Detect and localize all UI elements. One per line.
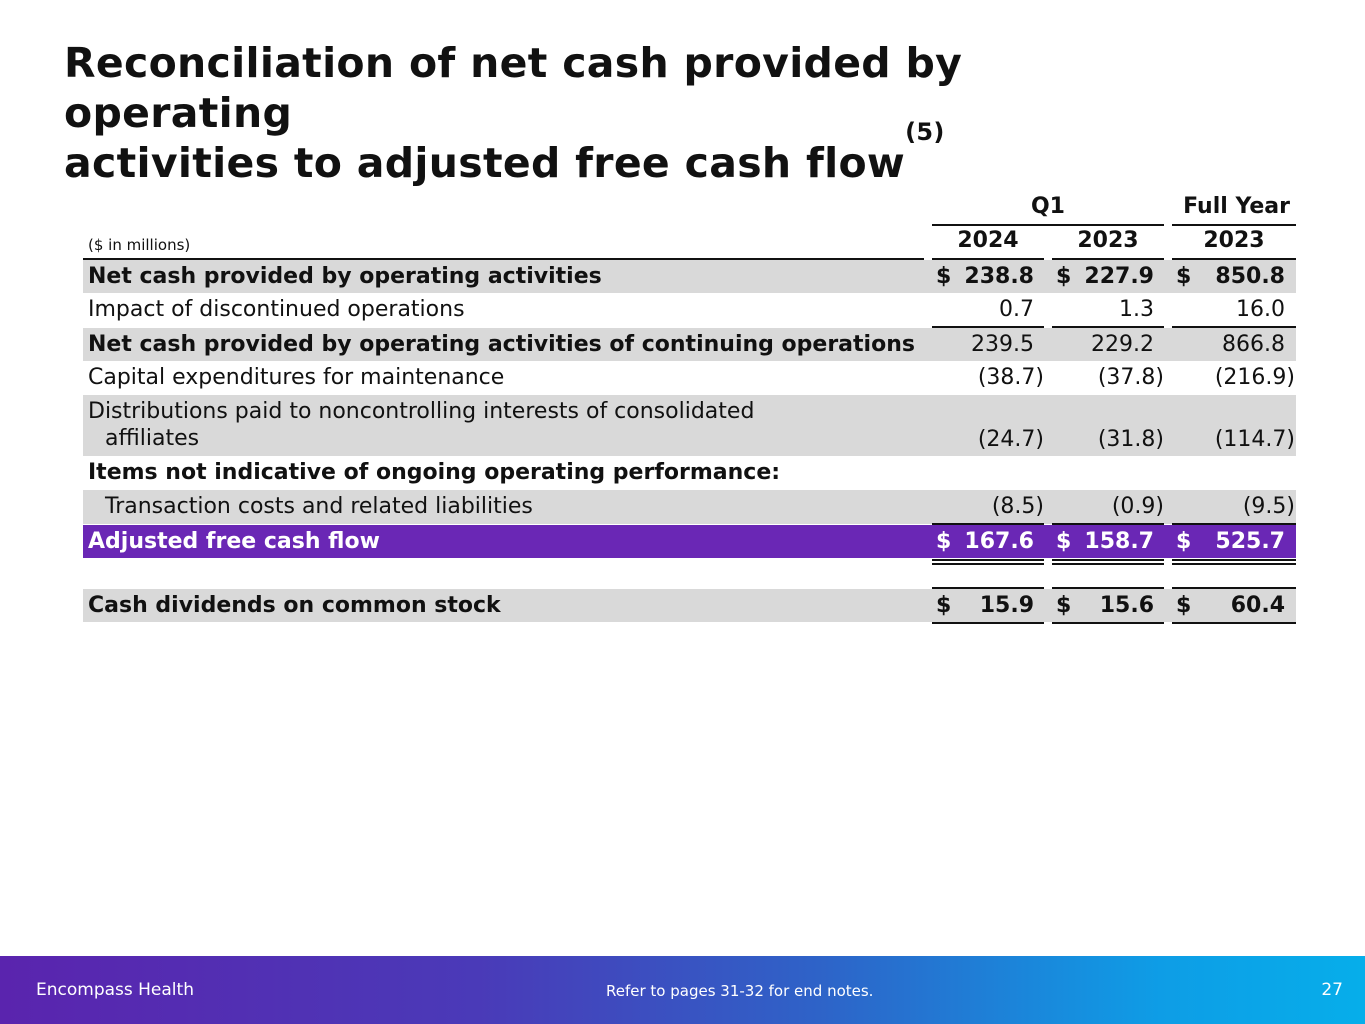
dividends-bottom-rule	[932, 622, 1044, 624]
table-row	[83, 395, 1296, 456]
table-row-highlight	[83, 525, 1296, 558]
title-line-2: activities to adjusted free cash flow	[64, 139, 906, 187]
cell-q1-2024: (38.7)	[977, 365, 1044, 390]
row-label: Items not indicative of ongoing operating performance:	[88, 460, 781, 485]
table-row	[83, 293, 1296, 327]
page-number: 27	[1321, 980, 1343, 1000]
cell-q1-2023: (31.8)	[1097, 427, 1164, 452]
header-full-year: Full Year	[1183, 194, 1290, 219]
row-label: Capital expenditures for maintenance	[88, 365, 505, 390]
cell-fy-2023: 866.8	[1222, 332, 1285, 357]
currency-symbol: $	[1056, 264, 1072, 289]
currency-symbol: $	[936, 264, 952, 289]
cell-q1-2023: 229.2	[1091, 332, 1154, 357]
total-double-rule	[1172, 563, 1296, 565]
total-double-rule	[1052, 559, 1164, 561]
row-label: Adjusted free cash flow	[88, 529, 380, 554]
total-double-rule	[1052, 563, 1164, 565]
cell-q1-2024: 0.7	[999, 297, 1034, 322]
footer-bar	[0, 956, 1365, 1024]
cell-q1-2024: (8.5)	[991, 494, 1044, 519]
currency-symbol: $	[1056, 593, 1072, 618]
row-label-line-1: Distributions paid to noncontrolling interests of consolidated	[88, 399, 755, 424]
row-label: Cash dividends on common stock	[88, 593, 501, 618]
row-label	[88, 398, 754, 452]
total-double-rule	[1172, 559, 1296, 561]
header-q1-rule	[932, 224, 1164, 226]
header-q1: Q1	[1030, 194, 1065, 219]
currency-symbol: $	[1056, 529, 1072, 554]
cell-q1-2024: (24.7)	[977, 427, 1044, 452]
cell-q1-2024: 167.6	[964, 529, 1034, 554]
cell-fy-2023: 60.4	[1230, 593, 1285, 618]
table-row	[83, 361, 1296, 395]
currency-symbol: $	[1176, 593, 1192, 618]
cell-fy-2023: (114.7)	[1214, 427, 1295, 452]
cell-q1-2023: 15.6	[1099, 593, 1154, 618]
table-row	[83, 328, 1296, 361]
currency-symbol: $	[1176, 529, 1192, 554]
dividends-bottom-rule	[1172, 622, 1296, 624]
table-row	[83, 260, 1296, 293]
row-label: Transaction costs and related liabilities	[105, 494, 533, 519]
footer-note: Refer to pages 31-32 for end notes.	[606, 982, 874, 1000]
row-label: Net cash provided by operating activities	[88, 264, 602, 289]
cell-q1-2023: 1.3	[1119, 297, 1154, 322]
currency-symbol: $	[936, 593, 952, 618]
table-row	[83, 589, 1296, 622]
total-double-rule	[932, 563, 1044, 565]
currency-symbol: $	[936, 529, 952, 554]
footer-brand: Encompass Health	[36, 980, 194, 1000]
title-footnote-ref: (5)	[905, 118, 945, 146]
cell-q1-2024: 239.5	[971, 332, 1034, 357]
cell-fy-2023: 850.8	[1215, 264, 1285, 289]
row-label: Impact of discontinued operations	[88, 297, 465, 322]
page-title	[64, 38, 1164, 188]
row-label-line-2: affiliates	[105, 426, 200, 451]
cell-fy-2023: (9.5)	[1242, 494, 1295, 519]
cell-fy-2023: 16.0	[1236, 297, 1285, 322]
cell-q1-2024: 15.9	[979, 593, 1034, 618]
cell-q1-2023: (37.8)	[1097, 365, 1164, 390]
title-line-1: Reconciliation of net cash provided by operating	[64, 39, 963, 137]
cell-q1-2023: 158.7	[1084, 529, 1154, 554]
currency-symbol: $	[1176, 264, 1192, 289]
year-header-fy-2023: 2023	[1203, 228, 1265, 253]
dividends-bottom-rule	[1052, 622, 1164, 624]
cell-fy-2023: (216.9)	[1214, 365, 1295, 390]
table-row	[83, 456, 1296, 490]
year-header-q1-2023: 2023	[1077, 228, 1139, 253]
row-label: Net cash provided by operating activities of continuing operations	[88, 332, 915, 357]
table-row	[83, 490, 1296, 524]
year-header-q1-2024: 2024	[957, 228, 1019, 253]
total-double-rule	[932, 559, 1044, 561]
units-label: ($ in millions)	[88, 236, 191, 254]
cell-q1-2024: 238.8	[964, 264, 1034, 289]
cell-fy-2023: 525.7	[1215, 529, 1285, 554]
header-fy-rule	[1172, 224, 1296, 226]
cell-q1-2023: 227.9	[1084, 264, 1154, 289]
cell-q1-2023: (0.9)	[1111, 494, 1164, 519]
